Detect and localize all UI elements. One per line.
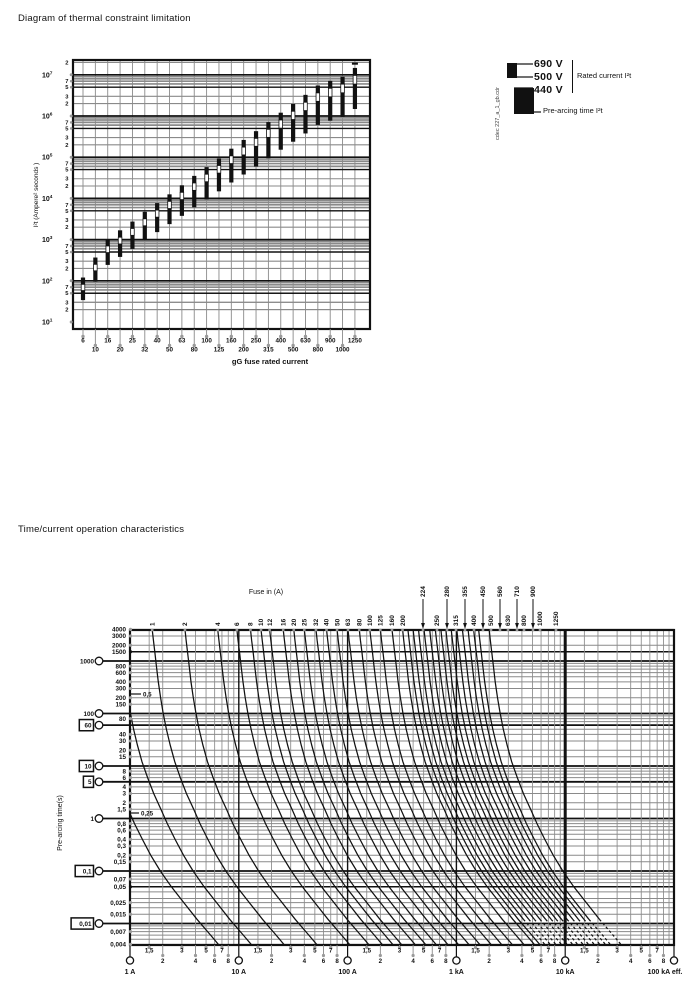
svg-text:40: 40 [153, 337, 161, 345]
svg-text:4: 4 [411, 958, 415, 965]
svg-text:1: 1 [90, 815, 94, 823]
svg-text:20: 20 [290, 618, 298, 626]
svg-text:8: 8 [122, 768, 126, 776]
svg-text:30: 30 [118, 738, 126, 746]
svg-text:3: 3 [65, 176, 69, 183]
i2t-bar-690 [229, 149, 233, 156]
i2t-bar-500-440 [180, 192, 184, 199]
svg-text:500: 500 [287, 346, 299, 354]
svg-text:8: 8 [552, 958, 557, 965]
svg-text:6: 6 [212, 958, 217, 965]
svg-text:0,4: 0,4 [117, 836, 126, 844]
svg-text:7: 7 [65, 161, 69, 168]
legend-rated-label: Rated current I²t [577, 71, 632, 80]
svg-text:101: $10^1$ [42, 318, 53, 327]
svg-text:6: 6 [122, 774, 126, 782]
svg-text:3: 3 [397, 947, 402, 955]
svg-text:0,05: 0,05 [113, 884, 126, 892]
svg-text:0,1: 0,1 [82, 868, 92, 876]
svg-text:400: 400 [471, 615, 479, 626]
svg-text:800: 800 [312, 346, 324, 354]
i2t-bar-690 [130, 222, 134, 229]
svg-text:150: 150 [115, 701, 126, 709]
i2t-bar-690 [353, 68, 357, 75]
svg-text:710: 710 [514, 586, 522, 597]
svg-text:2: 2 [182, 622, 190, 626]
i2t-bar-500-440 [304, 102, 308, 110]
svg-text:15: 15 [118, 753, 126, 761]
svg-text:5: 5 [65, 208, 69, 215]
chart1-vertical-grid [83, 61, 355, 329]
i2t-bar-500-440 [254, 138, 258, 146]
legend-690v: 690 V [534, 58, 563, 70]
svg-text:4000: 4000 [111, 626, 126, 634]
i2t-bar-prearc [106, 253, 110, 265]
svg-text:900: 900 [530, 586, 538, 597]
i2t-bar-prearc [266, 137, 270, 158]
svg-text:102: $10^2$ [42, 277, 53, 286]
svg-text:160: 160 [389, 615, 397, 626]
i2t-bar-prearc [291, 119, 295, 141]
svg-text:5: 5 [65, 85, 69, 92]
svg-text:2: 2 [378, 958, 383, 965]
i2t-bar-690 [291, 104, 295, 111]
svg-text:4: 4 [214, 622, 222, 626]
svg-text:7: 7 [65, 120, 69, 127]
svg-text:10 kA: 10 kA [555, 969, 575, 976]
svg-text:1 kA: 1 kA [449, 969, 464, 976]
svg-text:2: 2 [65, 142, 69, 149]
svg-text:4: 4 [193, 958, 198, 965]
i2t-bar-500-440 [230, 156, 234, 164]
svg-text:0,6: 0,6 [117, 827, 126, 835]
svg-text:8: 8 [444, 958, 448, 965]
svg-text:315: 315 [453, 615, 461, 626]
svg-text:0,025: 0,025 [110, 899, 126, 907]
svg-text:2: 2 [161, 958, 165, 965]
svg-text:6: 6 [648, 958, 652, 965]
i2t-bar-500-440 [279, 120, 283, 128]
svg-text:500: 500 [488, 615, 496, 626]
svg-text:2: 2 [65, 266, 69, 273]
svg-text:63: 63 [345, 618, 353, 626]
svg-text:25: 25 [301, 618, 309, 626]
svg-text:10: 10 [84, 763, 92, 771]
i2t-bar-500-440 [143, 219, 147, 226]
svg-text:224: 224 [420, 586, 428, 597]
svg-text:100 A: 100 A [338, 969, 357, 976]
svg-text:400: 400 [115, 679, 126, 687]
svg-text:3: 3 [122, 790, 126, 798]
svg-text:250: 250 [250, 337, 262, 345]
chart1 [33, 60, 370, 366]
svg-text:10 A: 10 A [231, 969, 247, 976]
svg-text:104: $10^4$ [42, 194, 53, 203]
i2t-bar-prearc [118, 244, 122, 257]
i2t-bar-500-440 [81, 284, 85, 290]
svg-text:1,5: 1,5 [117, 806, 126, 814]
svg-text:250: 250 [434, 615, 442, 626]
svg-text:4: 4 [628, 958, 633, 965]
svg-text:5: 5 [204, 947, 208, 955]
svg-text:8: 8 [247, 622, 255, 626]
svg-text:125: 125 [213, 346, 225, 354]
svg-text:3000: 3000 [111, 633, 126, 641]
i2t-bar-500-440 [267, 129, 271, 137]
i2t-bar-690 [217, 158, 221, 165]
svg-text:100: 100 [83, 710, 94, 718]
i2t-bar-prearc [93, 271, 97, 282]
svg-text:20: 20 [116, 346, 124, 354]
i2t-bar-prearc [205, 182, 209, 200]
svg-text:450: 450 [480, 586, 488, 597]
i2t-bar-prearc [217, 173, 221, 191]
legend-440v: 440 V [534, 84, 563, 96]
svg-text:80: 80 [118, 715, 126, 723]
svg-text:80: 80 [356, 618, 364, 626]
chart1-horizontal-grid [73, 62, 370, 309]
svg-text:5: 5 [639, 947, 643, 955]
svg-text:315: 315 [263, 346, 274, 354]
svg-text:0,15: 0,15 [113, 858, 126, 866]
chart1-x-axis-title: gG fuse rated current [231, 357, 309, 366]
i2t-bar-prearc [279, 128, 283, 150]
svg-text:8: 8 [226, 958, 230, 965]
svg-text:125: 125 [377, 615, 385, 626]
svg-text:32: 32 [141, 346, 149, 354]
svg-text:3: 3 [65, 300, 69, 307]
i2t-bar-500-440 [131, 228, 135, 235]
svg-text:7: 7 [65, 243, 69, 250]
svg-text:800: 800 [115, 663, 126, 671]
svg-text:6: 6 [539, 958, 543, 965]
svg-text:1000: 1000 [335, 346, 350, 354]
i2t-bar-prearc [254, 146, 258, 166]
i2t-bar-690 [143, 212, 147, 219]
svg-text:0,25: 0,25 [141, 810, 154, 818]
svg-text:6: 6 [234, 622, 242, 626]
chart2 [57, 586, 682, 976]
bar-overflow-dash [352, 63, 358, 65]
svg-text:16: 16 [104, 337, 112, 345]
svg-text:7: 7 [546, 947, 551, 955]
svg-text:80: 80 [190, 346, 198, 354]
svg-text:5: 5 [65, 250, 69, 257]
i2t-bar-prearc [81, 291, 85, 301]
i2t-bar-500-440 [341, 84, 345, 93]
i2t-bar-prearc [229, 164, 233, 183]
svg-text:6: 6 [81, 337, 85, 345]
chart2-x-axis [125, 945, 683, 976]
svg-text:1000: 1000 [537, 611, 545, 626]
svg-text:630: 630 [505, 615, 513, 626]
svg-text:25: 25 [128, 337, 136, 345]
chart2-top-axis-title: Fuse in (A) [248, 589, 284, 596]
i2t-bar-690 [81, 278, 85, 285]
svg-text:2: 2 [65, 307, 69, 314]
svg-text:5: 5 [87, 779, 92, 787]
i2t-bar-500-440 [217, 166, 221, 174]
svg-text:8: 8 [661, 958, 666, 965]
legend-file-reference: cdec 227_a_1_gb.cdr [495, 87, 501, 140]
svg-text:40: 40 [118, 731, 126, 739]
i2t-bar-prearc [242, 155, 246, 175]
svg-text:5: 5 [65, 167, 69, 174]
chart2-annotations [131, 692, 154, 818]
svg-text:200: 200 [238, 346, 249, 354]
svg-text:50: 50 [166, 346, 174, 354]
svg-text:1,5: 1,5 [144, 947, 154, 955]
svg-text:2: 2 [269, 958, 274, 965]
svg-text:3: 3 [65, 135, 69, 142]
svg-text:20: 20 [118, 747, 126, 755]
svg-text:0,004: 0,004 [110, 941, 126, 949]
i2t-bar-500-440 [353, 75, 357, 84]
i2t-bar-500-440 [155, 210, 159, 217]
i2t-bar-690 [205, 167, 209, 174]
svg-text:60: 60 [84, 722, 92, 730]
i2t-bar-500-440 [168, 201, 172, 208]
i2t-bar-500-440 [106, 246, 110, 253]
i2t-bar-690 [155, 203, 159, 210]
i2t-bar-500-440 [328, 88, 332, 96]
i2t-bar-prearc [130, 235, 134, 249]
svg-text:63: 63 [178, 337, 186, 345]
svg-text:10: 10 [91, 346, 99, 354]
i2t-bar-690 [266, 122, 270, 129]
i2t-bar-690 [192, 176, 196, 183]
svg-text:0,3: 0,3 [117, 843, 126, 851]
svg-text:2: 2 [596, 958, 600, 965]
chart1-y-axis [33, 60, 73, 326]
svg-text:200: 200 [115, 694, 126, 702]
svg-text:4: 4 [520, 958, 524, 965]
svg-text:5: 5 [421, 947, 426, 955]
i2t-bar-690 [303, 95, 307, 102]
svg-text:7: 7 [65, 202, 69, 209]
svg-text:12: 12 [266, 618, 274, 626]
svg-text:4: 4 [122, 784, 126, 792]
svg-text:7: 7 [65, 79, 69, 86]
svg-text:7: 7 [437, 947, 442, 955]
i2t-bar-690 [316, 85, 320, 92]
chart2-y-axis [57, 627, 132, 949]
i2t-bar-500-440 [205, 174, 209, 181]
i2t-bar-prearc [316, 101, 320, 125]
svg-text:3: 3 [65, 94, 69, 101]
svg-text:280: 280 [444, 586, 452, 597]
i2t-bar-690 [254, 131, 258, 138]
i2t-bar-500-440 [94, 264, 98, 270]
chart2-title: Time/current operation characteristics [18, 524, 185, 535]
i2t-bar-500-440 [118, 237, 122, 244]
svg-text:2: 2 [65, 101, 69, 108]
svg-text:6: 6 [430, 958, 434, 965]
svg-text:16: 16 [280, 618, 288, 626]
svg-text:1250: 1250 [347, 337, 362, 345]
i2t-bar-690 [328, 81, 332, 88]
i2t-bar-prearc [143, 226, 147, 240]
svg-text:2: 2 [122, 799, 126, 807]
svg-text:300: 300 [115, 685, 126, 693]
svg-text:1000: 1000 [79, 658, 94, 666]
svg-text:8: 8 [335, 958, 339, 965]
chart2-top-axis [149, 586, 560, 632]
svg-text:3: 3 [180, 947, 184, 955]
svg-text:900: 900 [324, 337, 336, 345]
svg-text:1 A: 1 A [124, 969, 136, 976]
i2t-bar-500-440 [316, 93, 320, 101]
i2t-bar-prearc [328, 97, 332, 121]
svg-text:1,5: 1,5 [580, 947, 589, 955]
svg-text:160: 160 [226, 337, 237, 345]
svg-text:0,007: 0,007 [110, 928, 126, 936]
svg-text:50: 50 [334, 618, 342, 626]
svg-text:1250: 1250 [553, 611, 561, 626]
chart1-x-axis [81, 329, 362, 366]
i2t-bar-prearc [192, 190, 196, 207]
i2t-bar-prearc [155, 217, 159, 232]
svg-text:2: 2 [65, 60, 69, 67]
svg-text:100: 100 [201, 337, 212, 345]
svg-text:40: 40 [323, 618, 331, 626]
svg-text:5: 5 [65, 291, 69, 298]
svg-text:106: $10^6$ [42, 112, 53, 121]
i2t-bar-prearc [180, 200, 184, 216]
i2t-bar-690 [167, 194, 171, 201]
svg-text:3: 3 [65, 259, 69, 266]
i2t-bar-prearc [167, 209, 171, 225]
svg-text:7: 7 [65, 285, 69, 292]
svg-text:2: 2 [65, 225, 69, 232]
svg-text:400: 400 [275, 337, 287, 345]
svg-text:4: 4 [302, 958, 307, 965]
svg-text:5: 5 [530, 947, 535, 955]
chart2-horizontal-grid [103, 626, 674, 944]
svg-text:0,01: 0,01 [79, 920, 92, 928]
svg-text:3: 3 [506, 947, 511, 955]
svg-text:2000: 2000 [111, 642, 126, 650]
svg-text:0,015: 0,015 [110, 911, 126, 919]
i2t-bar-prearc [340, 93, 344, 117]
svg-text:0,2: 0,2 [117, 852, 126, 860]
i2t-bar-690 [279, 113, 283, 120]
svg-text:3: 3 [65, 217, 69, 224]
svg-text:7: 7 [655, 947, 659, 955]
svg-text:107: $10^7$ [42, 71, 53, 80]
svg-text:7: 7 [220, 947, 224, 955]
i2t-bar-690 [106, 239, 110, 246]
svg-text:100 kA eff.: 100 kA eff. [647, 969, 683, 976]
chart1-title: Diagram of thermal constraint limitation [18, 13, 191, 24]
i2t-bar-690 [93, 258, 97, 265]
svg-text:200: 200 [399, 615, 407, 626]
svg-text:2: 2 [487, 958, 491, 965]
svg-text:1,5: 1,5 [362, 947, 372, 955]
svg-text:560: 560 [497, 586, 505, 597]
svg-text:7: 7 [329, 947, 333, 955]
i2t-bar-500-440 [291, 111, 295, 119]
chart1-y-axis-title: I²t (Ampere² seconds ) [33, 162, 40, 228]
i2t-bar-690 [340, 77, 344, 84]
svg-text:1,5: 1,5 [471, 947, 480, 955]
svg-text:355: 355 [462, 586, 470, 597]
svg-text:3: 3 [615, 947, 619, 955]
chart2-y-axis-title: Pre-arcing time(s) [57, 795, 64, 851]
legend-500v: 500 V [534, 71, 563, 83]
svg-text:600: 600 [115, 669, 126, 677]
svg-text:0,5: 0,5 [143, 691, 152, 699]
svg-text:105: $10^5$ [42, 153, 53, 162]
svg-text:800: 800 [521, 615, 529, 626]
i2t-bar-690 [118, 230, 122, 237]
svg-text:32: 32 [313, 618, 321, 626]
svg-text:5: 5 [313, 947, 317, 955]
svg-text:100: 100 [367, 615, 375, 626]
svg-text:1,5: 1,5 [253, 947, 263, 955]
svg-text:10: 10 [258, 618, 266, 626]
svg-text:5: 5 [65, 126, 69, 133]
legend-prearc-label: Pre-arcing time I²t [543, 106, 603, 115]
i2t-bar-prearc [353, 84, 357, 109]
svg-text:1500: 1500 [111, 648, 126, 656]
svg-text:6: 6 [321, 958, 326, 965]
svg-text:3: 3 [288, 947, 293, 955]
svg-text:1: 1 [149, 622, 157, 626]
svg-text:2: 2 [65, 183, 69, 190]
i2t-bar-prearc [303, 111, 307, 134]
svg-text:0,07: 0,07 [113, 876, 126, 884]
i2t-bar-500-440 [192, 183, 196, 190]
i2t-bar-500-440 [242, 147, 246, 155]
svg-text:0,8: 0,8 [117, 820, 126, 828]
i2t-bar-690 [180, 185, 184, 192]
i2t-bar-690 [242, 140, 246, 147]
svg-text:630: 630 [300, 337, 311, 345]
svg-text:103: $10^3$ [42, 236, 53, 245]
